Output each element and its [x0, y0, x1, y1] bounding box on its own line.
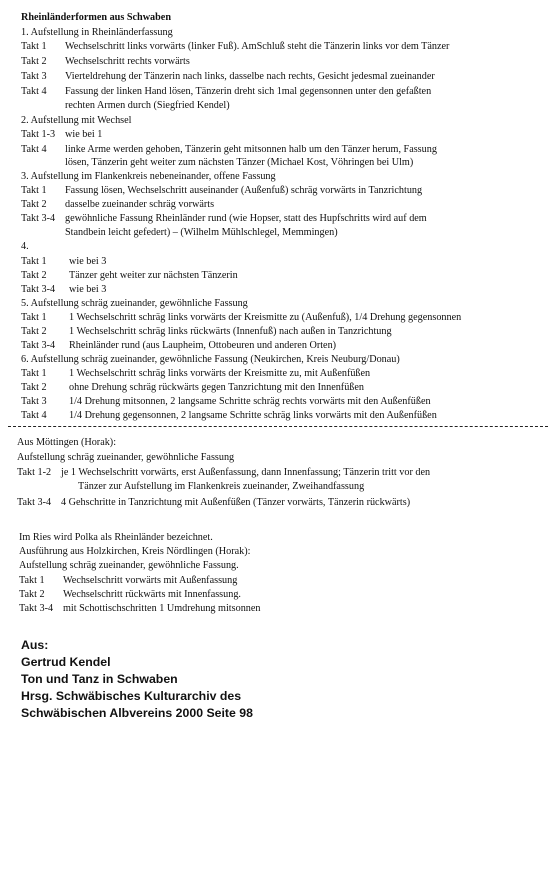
step-text: Wechselschritt rückwärts mit Innenfassung. [63, 589, 241, 600]
takt-label: Takt 2 [21, 270, 47, 281]
step-text: wie bei 1 [65, 129, 103, 140]
step-text: gewöhnliche Fassung Rheinländer rund (wie Hopser, statt des Hupfschritts wird auf dem [65, 213, 427, 224]
step-text: 1 Wechselschritt schräg links vorwärts der Kreismitte zu (Außenfuß), 1/4 Drehung gegensonnen [69, 312, 462, 323]
section-1-heading: 1. Aufstellung in Rheinländerfassung [21, 27, 173, 38]
takt-label: Takt 1 [21, 256, 47, 267]
takt-label: Takt 2 [19, 589, 45, 600]
source-label: Aus: [21, 638, 49, 652]
takt-label: Takt 3-4 [17, 497, 52, 508]
step-text: 1 Wechselschritt schräg links rückwärts (Innenfuß) nach außen in Tanzrichtung [69, 326, 392, 337]
section-3-heading: 3. Aufstellung im Flankenkreis nebeneinander, offene Fassung [21, 171, 276, 182]
step-text: dasselbe zueinander schräg vorwärts [65, 199, 215, 210]
section-4-heading: 4. [21, 241, 29, 252]
ries-origin: Ausführung aus Holzkirchen, Kreis Nördlingen (Horak): [19, 546, 251, 557]
step-text: Rheinländer rund (aus Laupheim, Ottobeuren und anderen Orten) [69, 340, 337, 351]
takt-label: Takt 3 [21, 396, 47, 407]
takt-label: Takt 4 [21, 144, 47, 155]
moettingen-setup: Aufstellung schräg zueinander, gewöhnliche Fassung [17, 452, 235, 463]
takt-label: Takt 2 [21, 382, 47, 393]
takt-label: Takt 1 [19, 575, 45, 586]
takt-label: Takt 3-4 [21, 340, 56, 351]
step-text: Fassung der linken Hand lösen, Tänzerin dreht sich 1mal gegensonnen unter den gefaßten [65, 86, 432, 97]
step-text: Wechselschritt rechts vorwärts [65, 56, 190, 67]
section-6-heading: 6. Aufstellung schräg zueinander, gewöhnliche Fassung (Neukirchen, Kreis Neuburg/Donau) [21, 354, 400, 365]
step-continuation: Tänzer zur Aufstellung im Flankenkreis zueinander, Zweihandfassung [78, 481, 365, 492]
section-5-heading: 5. Aufstellung schräg zueinander, gewöhnliche Fassung [21, 298, 248, 309]
step-text: Fassung lösen, Wechselschritt auseinander (Außenfuß) schräg vorwärts in Tanzrichtung [65, 185, 423, 196]
source-author: Gertrud Kendel [21, 655, 111, 669]
step-text: ohne Drehung schräg rückwärts gegen Tanzrichtung mit den Innenfüßen [69, 382, 365, 393]
takt-label: Takt 1 [21, 41, 47, 52]
takt-label: Takt 1 [21, 368, 47, 379]
takt-label: Takt 3-4 [21, 213, 56, 224]
step-text: 1/4 Drehung gegensonnen, 2 langsame Schritte schräg links vorwärts mit den Außenfüßen [69, 410, 437, 421]
step-continuation: lösen, Tänzerin geht weiter zum nächsten Tänzer (Michael Kost, Vöhringen bei Ulm) [65, 157, 414, 168]
takt-label: Takt 1 [21, 312, 47, 323]
takt-label: Takt 3-4 [19, 603, 54, 614]
step-text: 4 Gehschritte in Tanzrichtung mit Außenfüßen (Tänzer vorwärts, Tänzerin rückwärts) [61, 497, 411, 508]
section-2-heading: 2. Aufstellung mit Wechsel [21, 115, 132, 126]
step-text: Vierteldrehung der Tänzerin nach links, dasselbe nach rechts, Gesicht jedesmal zueinander [65, 71, 435, 82]
step-continuation: rechten Armen durch (Siegfried Kendel) [65, 100, 230, 111]
takt-label: Takt 4 [21, 410, 47, 421]
step-text: Wechselschritt links vorwärts (linker Fuß). AmSchluß steht die Tänzerin links vor dem Tänzer [65, 41, 450, 52]
takt-label: Takt 3 [21, 71, 47, 82]
source-publisher: Hrsg. Schwäbisches Kulturarchiv des [21, 689, 242, 703]
moettingen-heading: Aus Möttingen (Horak): [17, 437, 117, 448]
ries-setup: Aufstellung schräg zueinander, gewöhnliche Fassung. [19, 560, 239, 571]
step-text: 1 Wechselschritt schräg links vorwärts der Kreismitte zu, mit Außenfüßen [69, 368, 371, 379]
ries-note: Im Ries wird Polka als Rheinländer bezeichnet. [19, 532, 213, 543]
step-text: mit Schottischschritten 1 Umdrehung mitsonnen [63, 603, 261, 614]
takt-label: Takt 2 [21, 326, 47, 337]
step-text: wie bei 3 [69, 284, 107, 295]
step-continuation: Standbein leicht gefedert) – (Wilhelm Mühlschlegel, Memmingen) [65, 227, 338, 238]
step-text: Tänzer geht weiter zur nächsten Tänzerin [69, 270, 238, 281]
takt-label: Takt 1 [21, 185, 47, 196]
step-text: wie bei 3 [69, 256, 107, 267]
section-divider [8, 426, 548, 427]
step-text: linke Arme werden gehoben, Tänzerin geht mitsonnen halb um den Tänzer herum, Fassung [65, 144, 437, 155]
takt-label: Takt 3-4 [21, 284, 56, 295]
takt-label: Takt 1-3 [21, 129, 56, 140]
document-title: Rheinländerformen aus Schwaben [21, 12, 171, 23]
step-text: 1/4 Drehung mitsonnen, 2 langsame Schritte schräg rechts vorwärts mit den Außenfüßen [69, 396, 431, 407]
takt-label: Takt 2 [21, 56, 47, 67]
source-title: Ton und Tanz in Schwaben [21, 672, 178, 686]
source-publisher-page: Schwäbischen Albvereins 2000 Seite 98 [21, 706, 253, 720]
takt-label: Takt 4 [21, 86, 47, 97]
takt-label: Takt 2 [21, 199, 47, 210]
takt-label: Takt 1-2 [17, 467, 52, 478]
step-text: je 1 Wechselschritt vorwärts, erst Außenfassung, dann Innenfassung; Tänzerin tritt vor den [61, 467, 431, 478]
step-text: Wechselschritt vorwärts mit Außenfassung [63, 575, 238, 586]
